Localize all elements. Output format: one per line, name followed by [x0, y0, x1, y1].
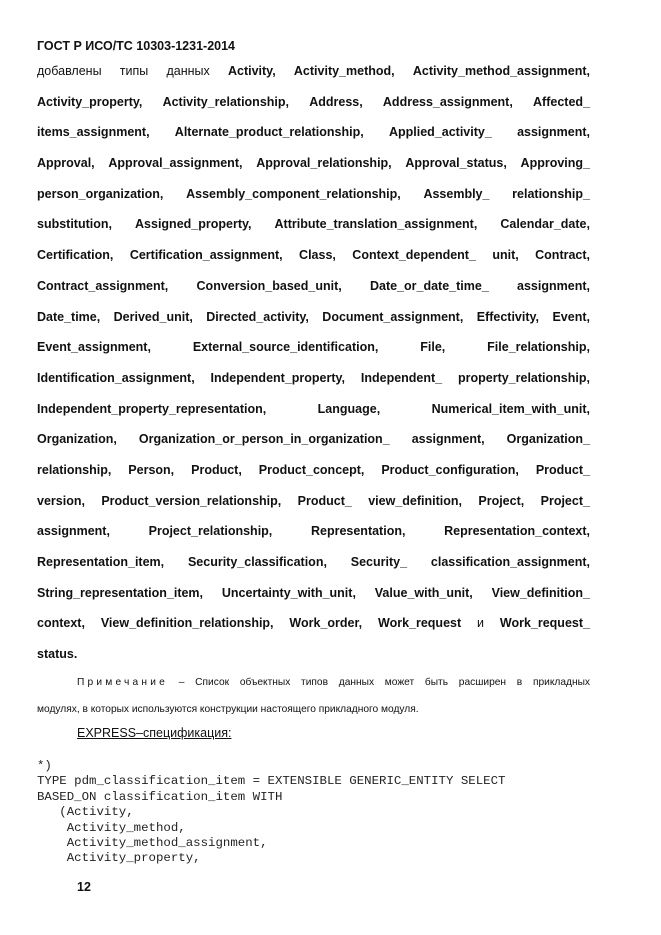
entity-name: Product_	[535, 462, 590, 477]
entity-name: Alternate_product_relationship,	[174, 125, 364, 140]
body-line	[37, 613, 590, 644]
entity-name: Work_request_	[499, 616, 590, 631]
entity-name: String_representation_item,	[37, 585, 204, 600]
entity-name: assignment,	[37, 524, 110, 539]
body-word: добавлены	[37, 64, 102, 78]
entity-name: Product_version_relationship,	[101, 493, 282, 508]
entity-name: Assigned_property,	[135, 217, 252, 232]
entity-name: Certification_assignment,	[129, 248, 283, 263]
body-line	[37, 276, 590, 307]
entity-name: Person,	[128, 462, 175, 477]
entity-name: property_relationship,	[457, 370, 590, 385]
entity-name: assignment,	[411, 432, 485, 447]
body-line	[37, 153, 590, 184]
entity-name: Approval_assignment,	[108, 156, 243, 171]
body-line	[37, 92, 590, 123]
entity-name: Value_with_unit,	[374, 585, 473, 600]
entity-name: Directed_activity,	[206, 309, 309, 324]
entity-name: Affected_	[533, 94, 590, 109]
entity-name: Work_request	[378, 616, 462, 631]
entity-name: Activity,	[227, 64, 276, 78]
body-line	[37, 307, 590, 338]
entity-name: Product_concept,	[258, 462, 365, 477]
note-dash: –	[178, 677, 185, 688]
entity-name: Activity_method,	[293, 64, 395, 78]
document-header: ГОСТ Р ИСО/ТС 10303-1231-2014	[37, 39, 236, 53]
entity-name: Product_	[297, 493, 352, 508]
body-word: и	[477, 616, 484, 631]
note-line-1	[37, 674, 590, 701]
entity-name: Organization_	[506, 432, 590, 447]
entity-name: Attribute_translation_assignment,	[274, 217, 478, 232]
entity-name: Activity_property,	[37, 94, 143, 109]
entity-name: Security_	[350, 555, 408, 569]
entity-name: Language,	[317, 401, 381, 416]
entity-name: items_assignment,	[37, 125, 150, 140]
body-line	[37, 399, 590, 430]
entity-name: unit,	[492, 248, 519, 263]
express-spec-title: EXPRESS–спецификация:	[77, 726, 232, 740]
body-line	[37, 521, 590, 552]
entity-name: Conversion_based_unit,	[196, 278, 342, 293]
entity-name: Class,	[299, 248, 336, 263]
body-line	[37, 368, 590, 399]
entity-name: Security_classification,	[187, 555, 327, 569]
entity-name: substitution,	[37, 217, 112, 232]
body-line	[37, 337, 590, 368]
entity-name: Representation,	[310, 524, 406, 539]
entity-name: Approval_status,	[405, 156, 507, 171]
note-block	[37, 674, 590, 719]
entity-name: View_definition_	[491, 585, 590, 600]
entity-name: Independent_property,	[210, 370, 346, 385]
body-paragraph	[37, 61, 590, 675]
entity-name: Approval,	[37, 156, 95, 171]
entity-name: Approval_relationship,	[256, 156, 392, 171]
entity-name: Product,	[191, 462, 242, 477]
body-word: данных	[166, 64, 210, 78]
page-number: 12	[77, 880, 91, 894]
entity-name: Date_time,	[37, 309, 101, 324]
entity-name: Calendar_date,	[500, 217, 590, 232]
entity-name: person_organization,	[37, 186, 164, 201]
body-line	[37, 552, 590, 583]
entity-name: File,	[420, 340, 446, 355]
entity-name: Date_or_date_time_	[369, 278, 489, 293]
entity-name: Identification_assignment,	[37, 370, 195, 385]
entity-name: Address_assignment,	[382, 94, 513, 109]
body-line	[37, 122, 590, 153]
body-line	[37, 429, 590, 460]
note-label: Примечание	[77, 677, 168, 688]
entity-name: Numerical_item_with_unit,	[431, 401, 590, 416]
entity-name: View_definition_relationship,	[100, 616, 274, 631]
entity-name: Organization,	[37, 432, 117, 447]
entity-name: Contract,	[535, 248, 591, 263]
entity-name: relationship,	[37, 462, 112, 477]
entity-name: Uncertainty_with_unit,	[221, 585, 356, 600]
entity-name: Representation_context,	[444, 524, 590, 539]
entity-name: Derived_unit,	[113, 309, 193, 324]
entity-name: Representation_item,	[37, 555, 165, 569]
entity-name: Address,	[309, 94, 363, 109]
entity-name: view_definition,	[368, 493, 462, 508]
entity-name: version,	[37, 493, 85, 508]
entity-name: relationship_	[512, 186, 590, 201]
body-line	[37, 245, 590, 276]
body-line	[37, 583, 590, 614]
entity-name: Activity_method_assignment,	[412, 64, 590, 78]
entity-name: Independent_	[360, 370, 443, 385]
body-line	[37, 644, 590, 675]
entity-name: Product_configuration,	[381, 462, 519, 477]
body-line	[37, 184, 590, 215]
entity-name: Effectivity,	[476, 309, 540, 324]
entity-name: Activity_relationship,	[162, 94, 289, 109]
entity-name: Certification,	[37, 248, 114, 263]
entity-name: Assembly_	[423, 186, 490, 201]
entity-name: status.	[37, 647, 78, 662]
entity-name: Work_order,	[289, 616, 363, 631]
entity-name: Applied_activity_	[388, 125, 492, 140]
body-line	[37, 61, 590, 92]
body-word: типы	[119, 64, 149, 78]
entity-name: Project_	[540, 493, 590, 508]
note-line-2: модулях, в которых используются конструкции настоящего прикладного модуля.	[37, 704, 419, 715]
entity-name: Event_assignment,	[37, 340, 151, 355]
entity-name: Project_relationship,	[148, 524, 273, 539]
entity-name: assignment,	[517, 125, 590, 140]
entity-name: Independent_property_representation,	[37, 401, 267, 416]
entity-name: Organization_or_person_in_organization_	[138, 432, 390, 447]
entity-name: Event,	[552, 309, 590, 324]
entity-name: Approving_	[520, 156, 590, 171]
entity-name: Assembly_component_relationship,	[186, 186, 401, 201]
note-text-1: Список объектных типов данных может быть расширен в прикладных	[195, 677, 590, 688]
entity-name: Context_dependent_	[352, 248, 476, 263]
entity-name: assignment,	[517, 278, 590, 293]
entity-name: context,	[37, 616, 85, 631]
entity-name: Contract_assignment,	[37, 278, 169, 293]
entity-name: External_source_identification,	[192, 340, 379, 355]
entity-name: classification_assignment,	[430, 555, 590, 569]
entity-name: Project,	[478, 493, 525, 508]
body-line	[37, 460, 590, 491]
express-code-block: *) TYPE pdm_classification_item = EXTENSIBLE GENERIC_ENTITY SELECT BASED_ON classification_item WITH (Activity, Activity_method, Activity_method_assignment, Activity_property,	[37, 759, 506, 866]
entity-name: Document_assignment,	[322, 309, 464, 324]
entity-name: File_relationship,	[487, 340, 590, 355]
body-line	[37, 214, 590, 245]
body-line	[37, 491, 590, 522]
